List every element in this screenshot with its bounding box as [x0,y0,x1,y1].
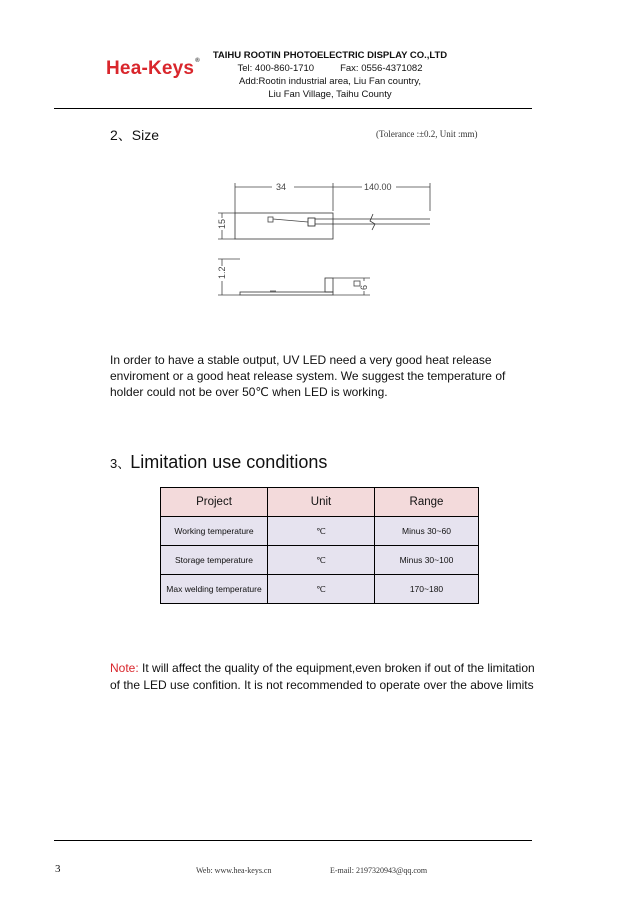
heat-release-paragraph: In order to have a stable output, UV LED need a very good heat release enviroment or a good heat release system. We suggest the temperature of holder could not be over 50℃ when LED is working. [110,353,506,399]
page-number: 3 [55,863,61,875]
header-range: Range [375,488,479,517]
note-label: Note: [110,661,139,675]
dim-side-label: 6 [359,284,369,290]
cell-project: Working temperature [161,517,268,546]
dim-thickness-label: 1.2 [217,266,227,279]
company-info [195,49,465,101]
tel-number: Tel: 400-860-1710 [237,63,315,74]
footer-divider [54,840,532,841]
cell-project: Storage temperature [161,546,268,575]
pcb-board-top-view [235,213,333,239]
board-trace [273,219,308,222]
table-header-row [161,488,479,517]
table-row [161,546,479,575]
brand-logo [106,58,200,80]
connector-pad [308,218,315,226]
table-row [161,575,479,604]
cell-unit: ℃ [268,575,375,604]
contact-line [195,62,465,75]
address-line-2: Liu Fan Village, Taihu County [268,89,392,100]
fax-number: Fax: 0556-4371082 [340,63,423,74]
size-section-title: 2、Size [110,127,160,143]
connector-side [325,278,333,292]
cell-project: Max welding temperature [161,575,268,604]
footer-email: E-mail: 2197320943@qq.com [330,866,428,875]
limitation-note [110,660,540,694]
cell-range: 170~180 [375,575,479,604]
dim-length-label: 34 [276,182,287,192]
limitation-table [160,487,479,604]
section-number: 3、 [110,456,131,471]
cell-unit: ℃ [268,546,375,575]
trademark-symbol: ® [195,58,200,64]
led-chip-mark [268,217,273,222]
size-drawing [210,175,440,310]
limitation-section-title [110,452,327,473]
cell-range: Minus 30~60 [375,517,479,546]
header-divider [54,108,532,109]
pcb-board-side-view [240,292,333,295]
header-unit: Unit [268,488,375,517]
logo-text: Hea-Keys [106,58,195,79]
cell-unit: ℃ [268,517,375,546]
tolerance-note: (Tolerance :±0.2, Unit :mm) [376,129,478,139]
table-row [161,517,479,546]
wire-break-mark [370,214,375,230]
section-title-text: Limitation use conditions [130,452,328,472]
note-text: It will affect the quality of the equipment,even broken if out of the limitation of the LED use confition. It is not recommended to operate over the above limits [110,661,535,692]
dim-height-label: 15 [217,218,227,229]
header-project: Project [161,488,268,517]
footer-web: Web: www.hea-keys.cn [196,866,272,875]
address-line-1: Add:Rootin industrial area, Liu Fan country, [238,76,421,87]
company-name: TAIHU ROOTIN PHOTOELECTRIC DISPLAY CO.,LTD [212,50,448,61]
dim-wire-label: 140.00 [364,182,392,192]
cell-range: Minus 30~100 [375,546,479,575]
